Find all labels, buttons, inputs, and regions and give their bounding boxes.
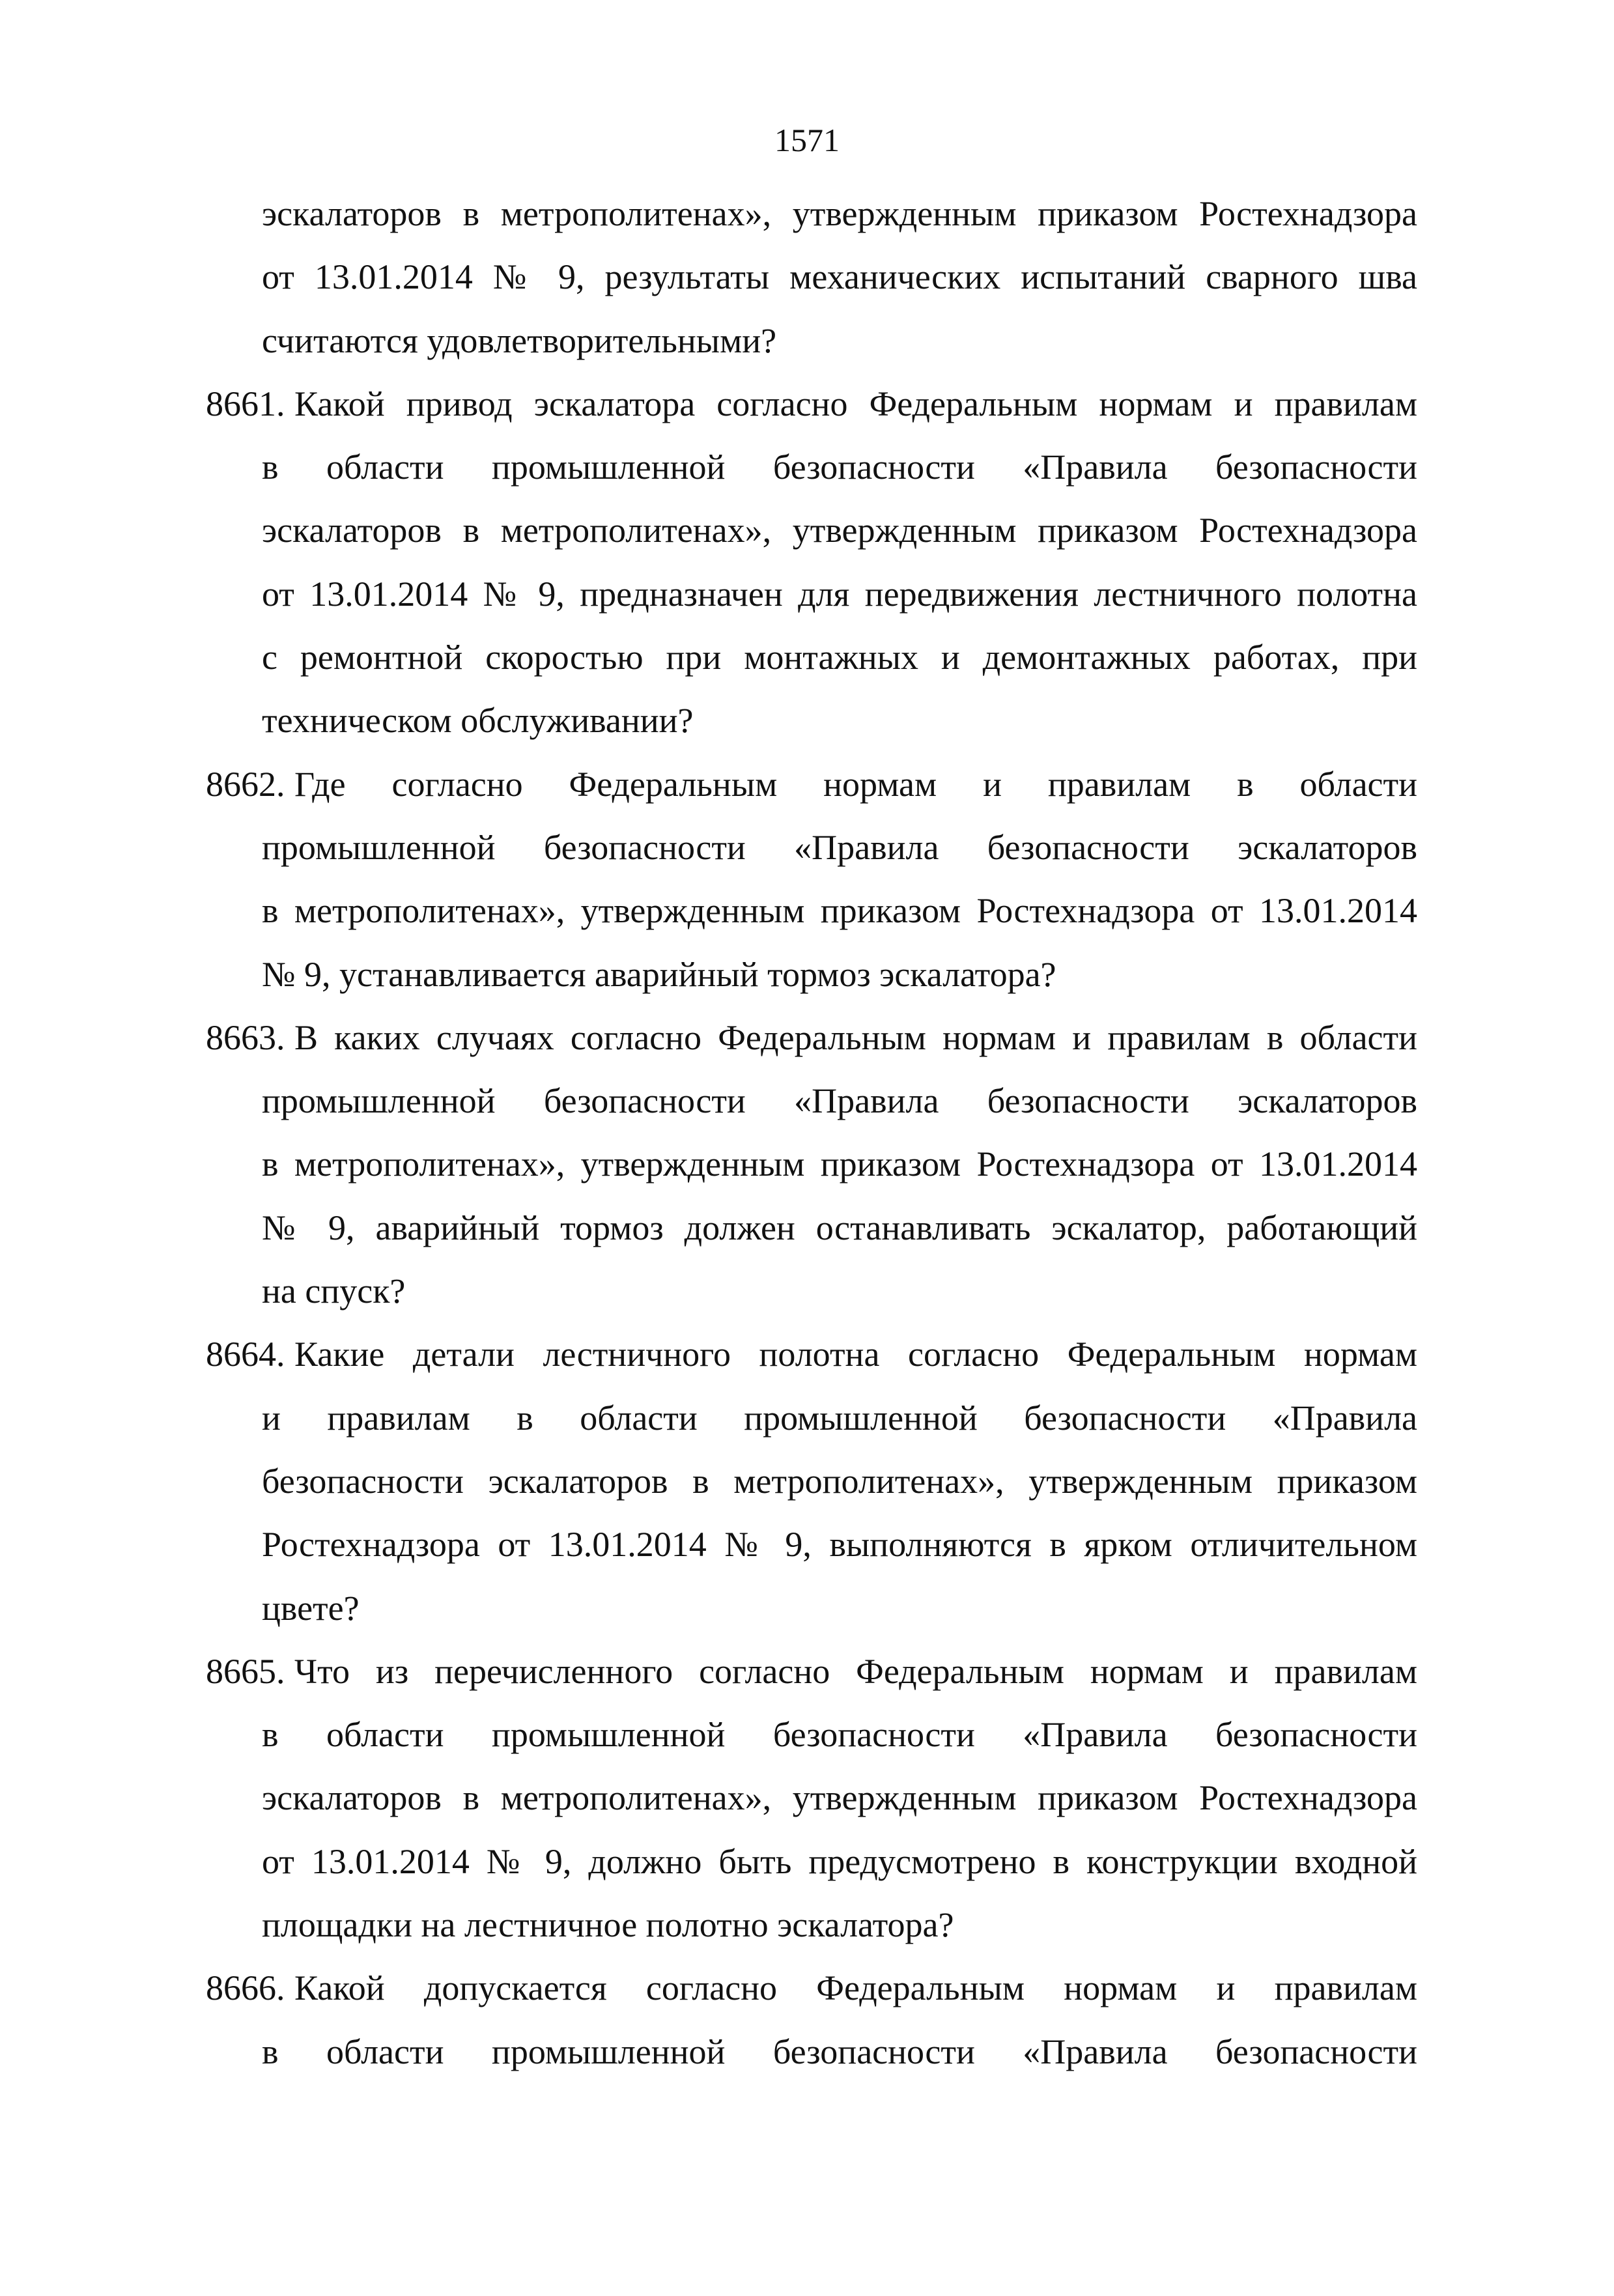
question-8665-first-line bbox=[206, 1640, 1417, 1703]
question-line: в области промышленной безопасности «Правила безопасности bbox=[262, 447, 1417, 487]
question-8663-first-line bbox=[206, 1006, 1417, 1070]
question-text: Что из перечисленного согласно Федеральным нормам и правилам bbox=[294, 1651, 1417, 1691]
question-line: в метрополитенах», утвержденным приказом Ростехнадзора от 13.01.2014 bbox=[262, 1144, 1417, 1184]
question-text: Какой привод эскалатора согласно Федеральным нормам и правилам bbox=[294, 384, 1417, 423]
question-number: 8662. bbox=[206, 764, 285, 804]
question-8661-first-line bbox=[206, 373, 1417, 436]
question-line: и правилам в области промышленной безопасности «Правила bbox=[262, 1398, 1417, 1438]
continuation-line: считаются удовлетворительными? bbox=[262, 320, 777, 360]
page-number: 1571 bbox=[774, 122, 840, 158]
question-8666-first-line bbox=[206, 1957, 1417, 2020]
question-line: Ростехнадзора от 13.01.2014 № 9, выполняются в ярком отличительном bbox=[262, 1525, 1417, 1565]
question-text: Какие детали лестничного полотна согласно Федеральным нормам bbox=[294, 1335, 1417, 1374]
question-line: в области промышленной безопасности «Правила безопасности bbox=[262, 1715, 1417, 1755]
question-line: № 9, аварийный тормоз должен останавливать эскалатор, работающий bbox=[262, 1208, 1417, 1247]
question-line: цвете? bbox=[262, 1588, 360, 1628]
question-8664-first-line bbox=[206, 1323, 1417, 1386]
question-line: от 13.01.2014 № 9, предназначен для передвижения лестничного полотна bbox=[262, 574, 1417, 614]
question-number: 8666. bbox=[206, 1968, 285, 2008]
question-line: техническом обслуживании? bbox=[262, 701, 694, 741]
question-number: 8664. bbox=[206, 1335, 285, 1374]
question-line: эскалаторов в метрополитенах», утвержденным приказом Ростехнадзора bbox=[262, 1778, 1417, 1818]
question-line: с ремонтной скоростью при монтажных и демонтажных работах, при bbox=[262, 638, 1417, 677]
question-line: площадки на лестничное полотно эскалатора? bbox=[262, 1905, 954, 1945]
question-number: 8663. bbox=[206, 1017, 285, 1057]
question-list bbox=[206, 182, 1417, 2084]
question-line: № 9, устанавливается аварийный тормоз эскалатора? bbox=[262, 954, 1056, 994]
question-text: Какой допускается согласно Федеральным нормам и правилам bbox=[294, 1968, 1417, 2008]
question-line: на спуск? bbox=[262, 1271, 406, 1311]
question-line: промышленной безопасности «Правила безопасности эскалаторов bbox=[262, 827, 1417, 867]
question-number: 8661. bbox=[206, 384, 285, 423]
question-line: от 13.01.2014 № 9, должно быть предусмотрено в конструкции входной bbox=[262, 1841, 1417, 1881]
question-line: безопасности эскалаторов в метрополитенах», утвержденным приказом bbox=[262, 1461, 1417, 1501]
continuation-line: эскалаторов в метрополитенах», утвержденным приказом Ростехнадзора bbox=[262, 194, 1417, 233]
question-8662-first-line bbox=[206, 753, 1417, 816]
question-line: промышленной безопасности «Правила безопасности эскалаторов bbox=[262, 1081, 1417, 1121]
question-text: В каких случаях согласно Федеральным нормам и правилам в области bbox=[294, 1017, 1417, 1057]
question-number: 8665. bbox=[206, 1651, 285, 1691]
continuation-line: от 13.01.2014 № 9, результаты механических испытаний сварного шва bbox=[262, 257, 1417, 297]
question-line: в области промышленной безопасности «Правила безопасности bbox=[262, 2032, 1417, 2071]
question-text: Где согласно Федеральным нормам и правилам в области bbox=[294, 764, 1417, 804]
question-line: в метрополитенах», утвержденным приказом Ростехнадзора от 13.01.2014 bbox=[262, 891, 1417, 931]
question-line: эскалаторов в метрополитенах», утвержденным приказом Ростехнадзора bbox=[262, 511, 1417, 550]
